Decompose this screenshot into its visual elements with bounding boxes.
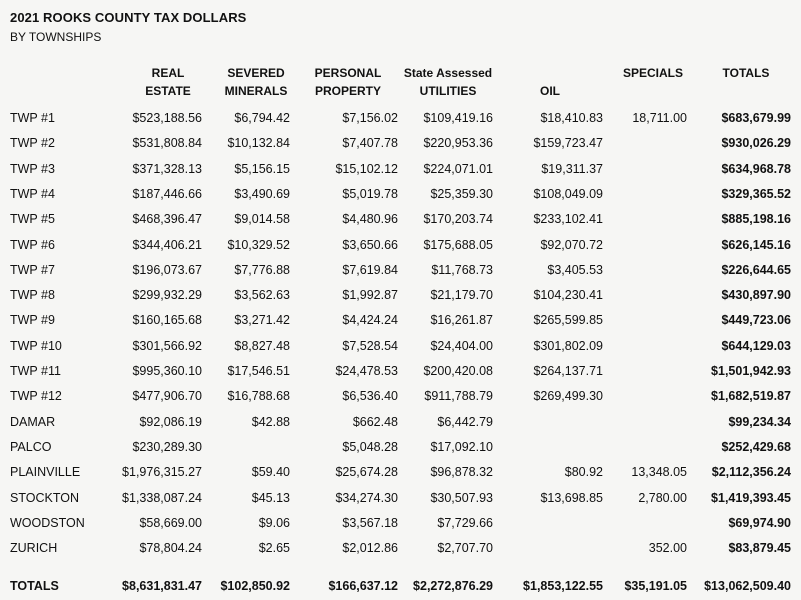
header-real-estate-line2: ESTATE [145,84,191,98]
cell-state-utilities: $220,953.36 [423,136,493,150]
cell-oil: $301,802.09 [533,339,603,353]
cell-real-estate: $78,804.24 [139,541,202,555]
totals-state-utilities: $2,272,876.29 [413,579,493,593]
table-row [0,159,801,179]
cell-personal-property: $7,156.02 [342,111,398,125]
cell-total: $69,974.90 [728,516,791,530]
cell-oil: $3,405.53 [547,263,603,277]
cell-real-estate: $523,188.56 [132,111,202,125]
cell-personal-property: $7,619.84 [342,263,398,277]
cell-severed-minerals: $10,329.52 [227,238,290,252]
header-personal-line1: PERSONAL [314,66,382,80]
document-subtitle: BY TOWNSHIPS [10,30,102,44]
totals-row [0,576,801,596]
row-name: TWP #3 [10,162,55,176]
header-oil-line1 [530,64,570,82]
cell-real-estate: $92,086.19 [139,415,202,429]
cell-total: $99,234.34 [728,415,791,429]
cell-severed-minerals: $9.06 [258,516,290,530]
cell-oil: $159,723.47 [533,136,603,150]
table-row [0,310,801,330]
row-name: TWP #7 [10,263,55,277]
cell-state-utilities: $2,707.70 [437,541,493,555]
cell-oil: $265,599.85 [533,313,603,327]
row-name: PLAINVILLE [10,465,81,479]
table-row [0,462,801,482]
cell-specials: 18,711.00 [632,111,687,125]
header-totals-line1: TOTALS [722,66,770,80]
row-name: TWP #11 [10,364,61,378]
row-name: TWP #8 [10,288,55,302]
header-personal-line2: PROPERTY [314,84,381,98]
table-row [0,108,801,128]
table-row [0,235,801,255]
cell-severed-minerals: $42.88 [251,415,290,429]
cell-state-utilities: $109,419.16 [423,111,493,125]
cell-personal-property: $662.48 [352,415,398,429]
cell-real-estate: $58,669.00 [139,516,202,530]
cell-personal-property: $4,480.96 [342,212,398,226]
cell-oil: $92,070.72 [540,238,603,252]
cell-personal-property: $6,536.40 [342,389,398,403]
totals-grand-total: $13,062,509.40 [704,579,791,593]
cell-oil: $108,049.09 [533,187,603,201]
header-oil-line2: OIL [540,84,560,98]
cell-state-utilities: $21,179.70 [430,288,493,302]
cell-state-utilities: $25,359.30 [430,187,493,201]
row-name: TWP #6 [10,238,55,252]
cell-severed-minerals: $45.13 [251,491,290,505]
table-row [0,437,801,457]
cell-total: $930,026.29 [721,136,791,150]
cell-specials: 13,348.05 [631,465,687,479]
cell-total: $1,682,519.87 [711,389,791,403]
table-row [0,412,801,432]
cell-real-estate: $299,932.29 [132,288,202,302]
cell-state-utilities: $175,688.05 [423,238,493,252]
cell-oil: $18,410.83 [540,111,603,125]
document-title: 2021 ROOKS COUNTY TAX DOLLARS [10,10,247,25]
row-name: TWP #12 [10,389,62,403]
cell-total: $329,365.52 [721,187,791,201]
cell-total: $430,897.90 [721,288,791,302]
cell-state-utilities: $11,768.73 [431,263,493,277]
cell-state-utilities: $96,878.32 [430,465,493,479]
table-row [0,285,801,305]
header-real-estate-line1: REAL [151,66,185,80]
cell-personal-property: $15,102.12 [335,162,398,176]
cell-personal-property: $7,528.54 [342,339,398,353]
cell-oil: $19,311.37 [541,162,603,176]
totals-real-estate: $8,631,831.47 [122,579,202,593]
header-state-utilities [398,64,498,100]
header-specials-line1: SPECIALS [622,66,683,80]
totals-label: TOTALS [10,579,59,593]
table-row [0,386,801,406]
cell-state-utilities: $16,261.87 [430,313,493,327]
cell-severed-minerals: $8,827.48 [234,339,290,353]
row-name: TWP #4 [10,187,55,201]
totals-severed-minerals: $102,850.92 [220,579,290,593]
header-severed-line1: SEVERED [227,66,285,80]
table-row [0,488,801,508]
cell-real-estate: $477,906.70 [132,389,202,403]
cell-severed-minerals: $3,271.42 [234,313,290,327]
cell-personal-property: $34,274.30 [335,491,398,505]
cell-total: $1,501,942.93 [711,364,791,378]
cell-personal-property: $24,478.53 [335,364,398,378]
header-severed-line2: MINERALS [224,84,288,98]
cell-total: $634,968.78 [721,162,791,176]
cell-personal-property: $5,048.28 [342,440,398,454]
cell-real-estate: $468,396.47 [132,212,202,226]
cell-total: $644,129.03 [721,339,791,353]
row-name: TWP #9 [10,313,55,327]
cell-real-estate: $995,360.10 [132,364,202,378]
cell-state-utilities: $911,788.79 [424,389,493,403]
cell-oil: $264,137.71 [533,364,603,378]
table-row [0,209,801,229]
cell-personal-property: $1,992.87 [342,288,398,302]
cell-severed-minerals: $2.65 [258,541,290,555]
cell-total: $2,112,356.24 [711,465,791,479]
cell-real-estate: $531,808.84 [132,136,202,150]
row-name: PALCO [10,440,52,454]
cell-specials: 2,780.00 [638,491,687,505]
cell-personal-property: $4,424.24 [342,313,398,327]
cell-total: $683,679.99 [721,111,791,125]
row-name: TWP #1 [10,111,55,125]
cell-severed-minerals: $59.40 [251,465,290,479]
cell-personal-property: $5,019.78 [342,187,398,201]
cell-severed-minerals: $5,156.15 [234,162,290,176]
cell-oil: $233,102.41 [533,212,603,226]
cell-oil: $104,230.41 [533,288,603,302]
cell-personal-property: $7,407.78 [342,136,398,150]
cell-state-utilities: $200,420.08 [423,364,493,378]
cell-real-estate: $344,406.21 [132,238,202,252]
cell-state-utilities: $24,404.00 [430,339,493,353]
header-personal-property [308,64,388,100]
table-row [0,133,801,153]
cell-total: $449,723.06 [721,313,791,327]
header-totals [714,64,778,82]
cell-state-utilities: $6,442.79 [437,415,493,429]
header-severed-minerals [220,64,292,100]
row-name: DAMAR [10,415,56,429]
cell-real-estate: $301,566.92 [132,339,202,353]
cell-real-estate: $196,073.67 [132,263,202,277]
cell-severed-minerals: $3,562.63 [234,288,290,302]
cell-real-estate: $1,976,315.27 [122,465,202,479]
cell-total: $226,644.65 [721,263,791,277]
table-row [0,336,801,356]
cell-severed-minerals: $6,794.42 [234,111,290,125]
cell-oil: $13,698.85 [540,491,603,505]
cell-severed-minerals: $16,788.68 [227,389,290,403]
cell-total: $252,429.68 [721,440,791,454]
table-row [0,513,801,533]
cell-severed-minerals: $9,014.58 [234,212,290,226]
cell-state-utilities: $224,071.01 [423,162,493,176]
table-row [0,260,801,280]
cell-total: $885,198.16 [721,212,791,226]
row-name: STOCKTON [10,491,79,505]
cell-personal-property: $2,012.86 [342,541,398,555]
cell-real-estate: $1,338,087.24 [122,491,202,505]
table-row [0,361,801,381]
cell-personal-property: $3,567.18 [342,516,398,530]
header-real-estate [138,64,198,100]
cell-real-estate: $160,165.68 [132,313,202,327]
row-name: TWP #5 [10,212,55,226]
cell-oil: $80.92 [564,465,603,479]
table-row [0,184,801,204]
row-name: ZURICH [10,541,58,555]
cell-severed-minerals: $3,490.69 [234,187,290,201]
header-oil [530,64,570,100]
cell-state-utilities: $17,092.10 [430,440,493,454]
header-state-line2: UTILITIES [419,84,477,98]
cell-severed-minerals: $7,776.88 [234,263,290,277]
totals-personal-property: $166,637.12 [328,579,398,593]
cell-real-estate: $371,328.13 [132,162,202,176]
cell-severed-minerals: $17,546.51 [227,364,290,378]
cell-personal-property: $3,650.66 [342,238,398,252]
cell-personal-property: $25,674.28 [335,465,398,479]
cell-real-estate: $230,289.30 [132,440,202,454]
totals-specials: $35,191.05 [624,579,687,593]
cell-state-utilities: $7,729.66 [437,516,493,530]
cell-specials: 352.00 [648,541,687,555]
row-name: TWP #2 [10,136,55,150]
totals-oil: $1,853,122.55 [523,579,603,593]
table-row [0,538,801,558]
cell-total: $626,145.16 [721,238,791,252]
cell-total: $1,419,393.45 [711,491,791,505]
cell-state-utilities: $170,203.74 [423,212,493,226]
row-name: WOODSTON [10,516,85,530]
cell-state-utilities: $30,507.93 [430,491,493,505]
cell-total: $83,879.45 [728,541,791,555]
header-specials [618,64,688,82]
header-state-line1: State Assessed [403,66,493,80]
cell-real-estate: $187,446.66 [132,187,202,201]
cell-severed-minerals: $10,132.84 [227,136,290,150]
row-name: TWP #10 [10,339,62,353]
cell-oil: $269,499.30 [533,389,603,403]
